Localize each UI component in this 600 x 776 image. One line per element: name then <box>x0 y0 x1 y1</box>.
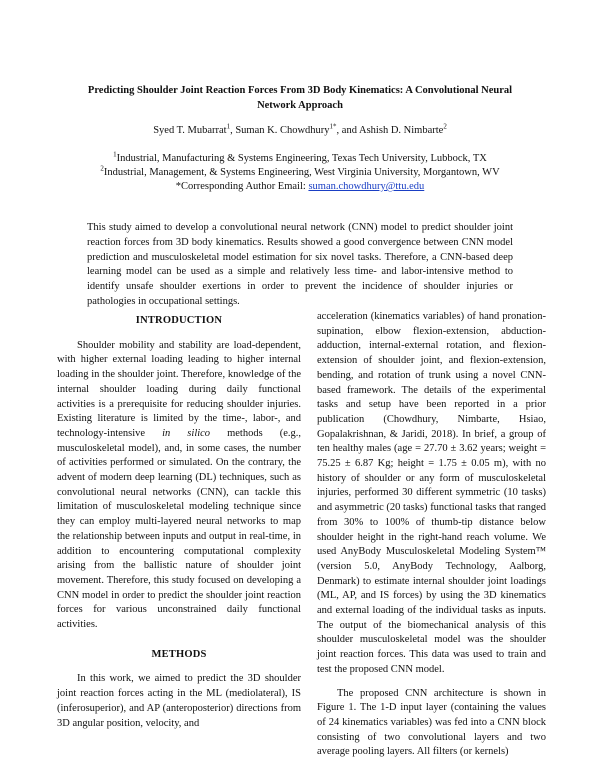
methods-paragraph-1-continued: acceleration (kinematics variables) of hand pronation-supination, elbow flexion-extension, abduction-adduction, internal-external rotation, and flexion-extension of shoulder joint, and flexion-extension, bending, and rotation of trunk using a novel CNN-based framework. The details of the experimental tasks and setup have been reported in a prior publication (Chowdhury, Nimbarte, Hsiao, Gopalakrishnan, & Jaridi, 2018). In brief, a group of ten healthy males (age = 27.70 ± 3.62 years; weight = 75.25 ± 6.87 Kg; height = 1.75 ± 0.05 m), with no history of shoulder or any form of musculoskeletal injuries, performed 30 different symmetric (10 tasks) and asymmetric (20 tasks) functional tasks that ranged from 30% to 100% of thumb-tip distance below shoulder height in the right-hand reach volume. We used AnyBody Musculoskeletal Modeling System™ (version 5.0, AnyBody Technology, Aalborg, Denmark) to estimate internal shoulder joint loadings (ML, AP, and IS forces) by using the 3D kinematics and external loading of the individual tasks as inputs. The output of the biomechanical analysis of this shoulder musculoskeletal model was the shoulder joint reaction forces. This data was used to train and test the proposed CNN model. <box>317 311 546 675</box>
author-affiliation-mark: 1 <box>226 122 231 131</box>
abstract: This study aimed to develop a convolutional neural network (CNN) model to predict shoulder joint reaction forces from 3D body kinematics. Results showed a good convergence between CNN model prediction and musculoskeletal model estimation for six novel tasks. Therefore, a CNN-based deep learning model can be used as a simple and relatively less time- and labor-intensive method to identify unsafe shoulder exertions in order to prevent the incidence of shoulder injuries or pathologies in occupational settings. <box>87 222 513 307</box>
introduction-text-a: Shoulder mobility and stability are load-dependent, with higher external loading leading to higher internal loading in the shoulder joint. Therefore, knowledge of the internal shoulder loading during daily functional activities is a prerequisite for reducing shoulder injuries. Existing literature is limited by the time-, labor-, and technology-intensive <box>57 339 301 439</box>
corresponding-author <box>80 180 520 194</box>
author-separator: , and <box>336 125 360 136</box>
methods-paragraph-1: In this work, we aimed to predict the 3D shoulder joint reaction forces acting in the ML (mediolateral), IS (inferosuperior), and AP (anteroposterior) directions from 3D angular position, velocity, and <box>57 673 301 729</box>
author-name: Ashish D. Nimbarte <box>359 125 444 136</box>
affiliation-text: Industrial, Manufacturing & Systems Engineering, Texas Tech University, Lubbock, TX <box>116 153 487 164</box>
author-affiliation-mark: 1* <box>329 122 337 131</box>
author-list <box>60 122 540 136</box>
affiliations <box>80 152 520 194</box>
author-separator: , <box>230 125 236 136</box>
paper-title: Predicting Shoulder Joint Reaction Forces From 3D Body Kinematics: A Convolutional Neural Network Approach <box>87 85 513 111</box>
introduction-italic: in silico <box>162 427 211 439</box>
introduction-text-b: methods (e.g., musculoskeletal model), and, in some cases, the number of activities performed or simulated. On the contrary, the advent of modern deep learning (DL) techniques, such as convolutional neural networks (CNN), can tackle this limitation of musculoskeletal modeling technique since they can employ multi-layered neural networks to map the relationship between inputs and output in real-time, in addition to encountering computational complexity arising from the ballistic nature of shoulder joint movement. Therefore, this study focused on developing a CNN model in order to predict the shoulder joint reaction forces for various unconstrained daily functional activities. <box>57 427 301 631</box>
methods-heading: METHODS <box>151 648 207 660</box>
affiliation-line <box>80 152 520 166</box>
methods-paragraph-2: The proposed CNN architecture is shown in Figure 1. The 1-D input layer (containing the values of 24 kinematics variables) was fed into a CNN block consisting of two convolutional layers and two average pooling layers. All filters (or kernels) <box>317 687 546 758</box>
author-name: Syed T. Mubarrat <box>153 125 227 136</box>
corresponding-email-link[interactable]: suman.chowdhury@ttu.edu <box>308 181 425 192</box>
corresponding-label: *Corresponding Author Email: <box>175 181 309 192</box>
author-name: Suman K. Chowdhury <box>235 125 330 136</box>
affiliation-mark: 2 <box>100 164 104 173</box>
affiliation-mark: 1 <box>113 150 117 159</box>
introduction-heading: INTRODUCTION <box>135 315 223 326</box>
affiliation-text: Industrial, Management, & Systems Engineering, West Virginia University, Morgantown, WV <box>103 167 500 178</box>
author-affiliation-mark: 2 <box>443 122 447 131</box>
right-column <box>317 310 546 760</box>
affiliation-line <box>80 166 520 180</box>
left-column <box>57 310 301 731</box>
introduction-paragraph <box>57 339 301 633</box>
